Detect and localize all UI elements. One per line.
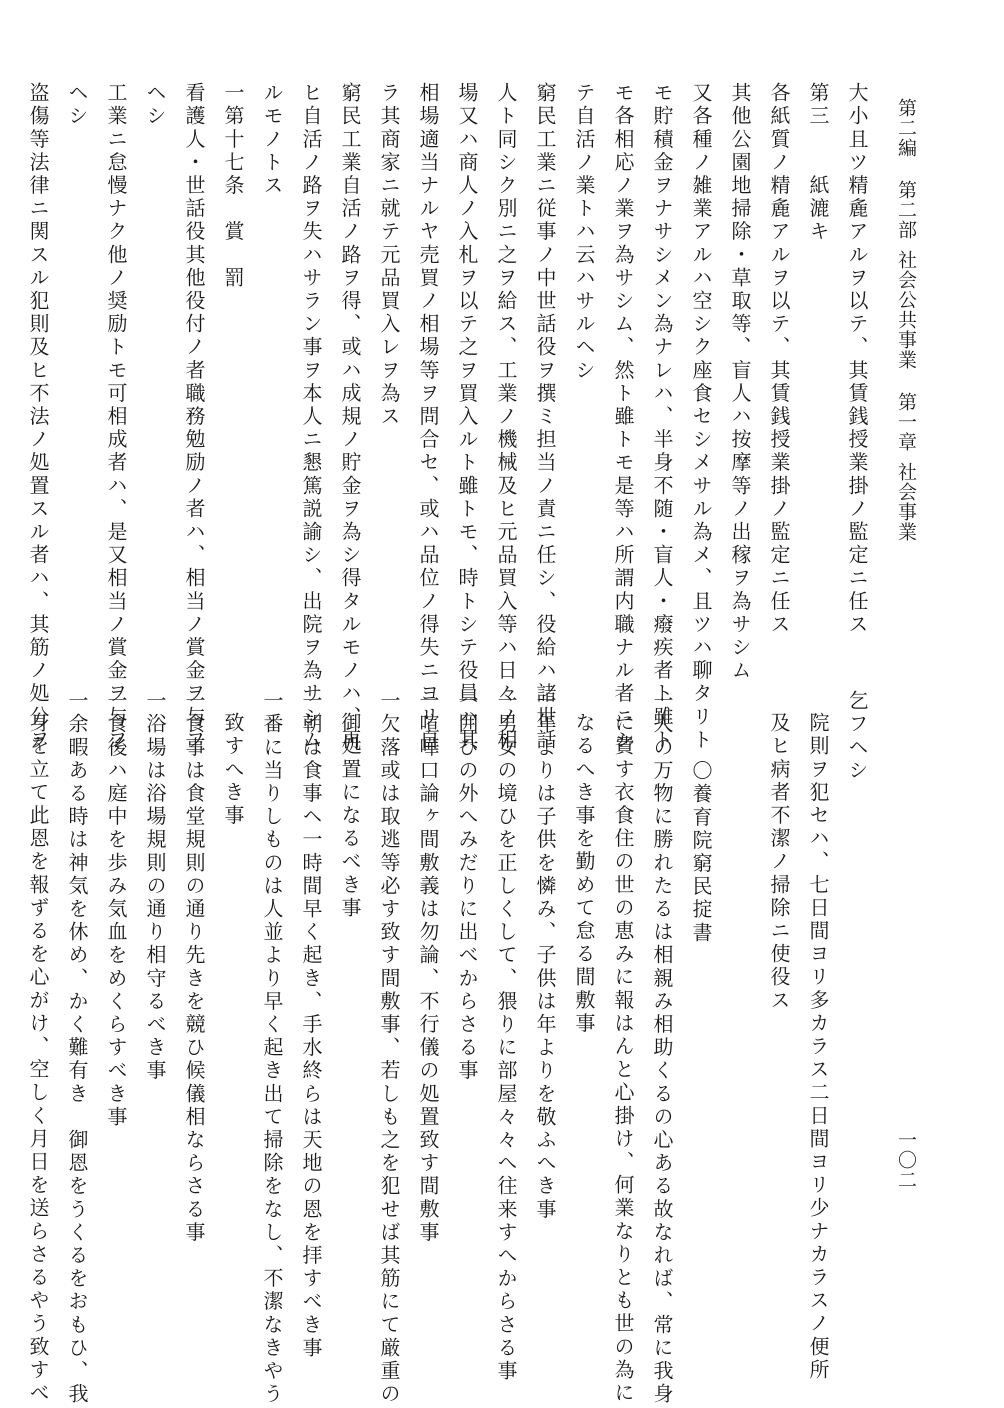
- text-column: ヘシ: [65, 82, 89, 129]
- text-column: 一食事は食堂規則の通り先きを競ひ候儀相ならさる事: [182, 690, 206, 1245]
- text-column: 各紙質ノ精麁アルヲ以テ、其賃銭授業掛ノ監定ニ任ス: [767, 82, 791, 637]
- text-column: 身を立て此恩を報ずるを心がけ、空しく月日を送らさるやう致すべ: [26, 712, 50, 1405]
- text-column: 大小且ツ精麁アルヲ以テ、其賃銭授業掛ノ監定ニ任ス: [845, 82, 869, 637]
- text-column: 一囲ひの外へみだりに出べからさる事: [455, 690, 479, 1083]
- article-heading: 一第十七条 賞 罰: [221, 82, 245, 290]
- text-column: テ自活ノ業トハ云ハサルヘシ: [572, 82, 596, 383]
- text-column: 工業ニ怠慢ナク他ノ奨励トモ可相成者ハ、是又相当ノ賞金ヲ与フ: [104, 82, 128, 752]
- text-column: 盗傷等法律ニ関スル犯則及ヒ不法ノ処置スル者ハ、其筋ノ処分ヲ: [26, 82, 50, 752]
- text-column: 又各種ノ雑業アルハ空シク座食セシメサル為メ、且ツハ聊タリト: [689, 82, 713, 752]
- text-column: 場又ハ商人ノ入札ヲ以テ之ヲ買入ルト雖トモ、時トシテ役員ハ其: [455, 82, 479, 752]
- section-title: 〇養育院窮民掟書: [689, 760, 713, 945]
- text-column: 御処置になるべき事: [338, 712, 362, 920]
- text-column: モ貯積金ヲナサシメン為ナレハ、半身不随・盲人・癈疾者ト雖ト: [650, 82, 674, 752]
- text-column: に費す衣食住の世の恵みに報はんと心掛け、何業なりとも世の為に: [611, 712, 635, 1405]
- text-column: ヘシ: [143, 82, 167, 129]
- text-column: モ各相応ノ業ヲ為サシム、然ト雖トモ是等ハ所謂内職ナル者ニシ: [611, 82, 635, 752]
- header-part: 第二編: [895, 98, 917, 158]
- text-column: 第三 紙漉キ: [806, 82, 830, 244]
- text-column: ラ其商家ニ就テ元品買入レヲ為ス: [377, 82, 401, 429]
- header-chapter: 第一章: [895, 392, 917, 452]
- header-chapter-title: 社会事業: [895, 462, 917, 542]
- text-column: 一食後ハ庭中を歩み気血をめくらすべき事: [104, 690, 128, 1129]
- page-number: 一〇二: [895, 1130, 917, 1190]
- text-column: 一喧嘩口論ヶ間敷義は勿論、不行儀の処置致す間敷事: [416, 690, 440, 1245]
- text-column: 窮民工業自活ノ路ヲ得、或ハ成規ノ貯金ヲ為シ得タルモノハ、再: [338, 82, 362, 752]
- text-column: 一朝は食事ヘ一時間早く起き、手水終らは天地の恩を拝すべき事: [299, 690, 323, 1360]
- text-column: 院則ヲ犯セハ、七日間ヨリ多カラス二日間ヨリ少ナカラスノ便所: [806, 712, 830, 1382]
- running-header: [896, 98, 915, 542]
- text-column: 一浴場は浴場規則の通り相守るべき事: [143, 690, 167, 1083]
- text-column: 其他公園地掃除・草取等、盲人ハ按摩等ノ出稼ヲ為サシム: [728, 82, 752, 683]
- text-column: 人ト同シク別ニ之ヲ給ス、工業ノ機械及ヒ元品買入等ハ日々ノ相: [494, 82, 518, 752]
- text-column: ルモノトス: [260, 82, 284, 198]
- text-column: 乞フヘシ: [845, 690, 869, 783]
- text-column: 一人の万物に勝れたるは相親み相助くるの心ある故なれば、常に我身: [650, 690, 674, 1407]
- text-column: 一余暇ある時は神気を休め、かく難有き 御恩をうくるをおもひ、我: [65, 690, 89, 1407]
- text-column: 相場適当ナルヤ売買ノ相場等ヲ問合セ、或ハ品位ノ得失ニヨリ自: [416, 82, 440, 752]
- header-section-title: 社会公共事業: [895, 250, 917, 370]
- text-column: 致すへき事: [221, 712, 245, 828]
- text-column: 一男女の境ひを正しくして、猥りに部屋々々へ往来すへからさる事: [494, 690, 518, 1383]
- text-column: なるへき事を勤めて怠る間敷事: [572, 712, 596, 1036]
- text-column: 及ヒ病者不潔ノ掃除ニ使役ス: [767, 712, 791, 1013]
- text-column: 一番に当りしものは人並より早く起き出て掃除をなし、不潔なきやう: [260, 690, 284, 1407]
- header-section: 第二部: [895, 180, 917, 240]
- text-column: ヒ自活ノ路ヲ失ハサラン事ヲ本人ニ懇篤説諭シ、出院ヲ為サシム: [299, 82, 323, 752]
- text-column: 窮民工業ニ従事ノ中世話役ヲ撰ミ担当ノ責ニ任シ、役給ハ諸世話: [533, 82, 557, 752]
- text-column: 一欠落或は取逃等必す致す間敷事、若しも之を犯せば其筋にて厳重の: [377, 690, 401, 1407]
- text-column: 一年よりは子供を憐み、子供は年よりを敬ふへき事: [533, 690, 557, 1222]
- text-column: 看護人・世話役其他役付ノ者職務勉励ノ者ハ、相当ノ賞金ヲ与フ: [182, 82, 206, 752]
